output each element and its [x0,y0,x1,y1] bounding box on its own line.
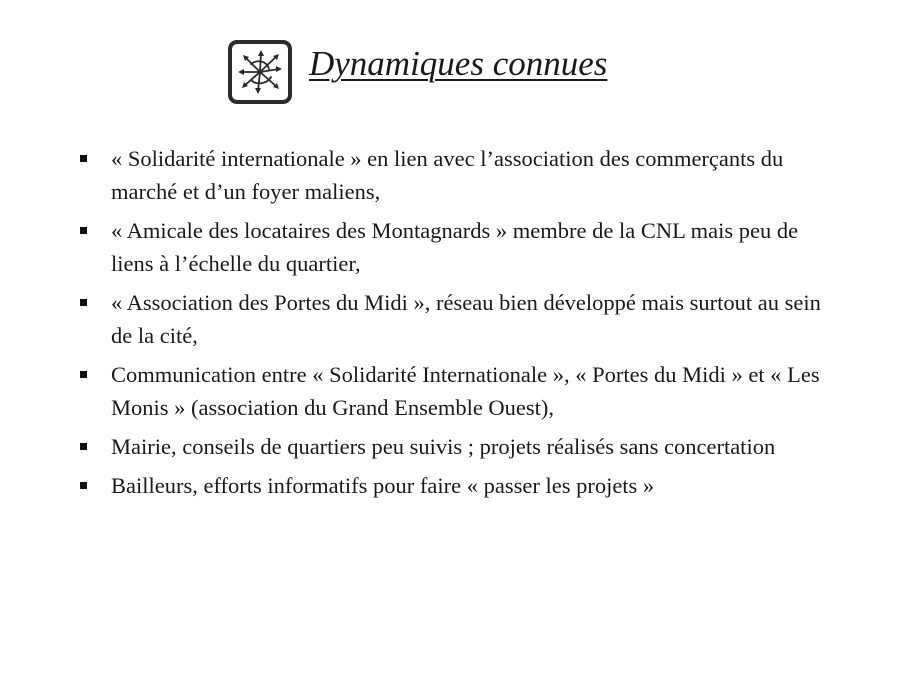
bullet-text: Bailleurs, efforts informatifs pour faire « passer les projets » [111,473,655,498]
list-item [78,286,838,352]
bullet-text: « Solidarité internationale » en lien avec l’association des commerçants du marché et d’un foyer maliens, [111,146,784,204]
square-bullet-icon [80,443,87,450]
list-item [78,469,838,502]
bullet-list [78,142,838,508]
network-arrows-logo-icon [227,39,293,105]
square-bullet-icon [80,227,87,234]
slide-header [0,36,900,108]
list-item [78,430,838,463]
list-item [78,358,838,424]
square-bullet-icon [80,299,87,306]
square-bullet-icon [80,371,87,378]
bullet-text: « Amicale des locataires des Montagnards » membre de la CNL mais peu de liens à l’échelle du quartier, [111,218,799,276]
square-bullet-icon [80,482,87,489]
bullet-text: « Association des Portes du Midi », réseau bien développé mais surtout au sein de la cité, [111,290,821,348]
bullet-text: Mairie, conseils de quartiers peu suivis ; projets réalisés sans concertation [111,434,776,459]
list-item [78,142,838,208]
bullet-text: Communication entre « Solidarité Internationale », « Portes du Midi » et « Les Monis » (association du Grand Ensemble Ouest), [111,362,820,420]
slide-title: Dynamiques connues [309,44,608,83]
list-item [78,214,838,280]
square-bullet-icon [80,155,87,162]
